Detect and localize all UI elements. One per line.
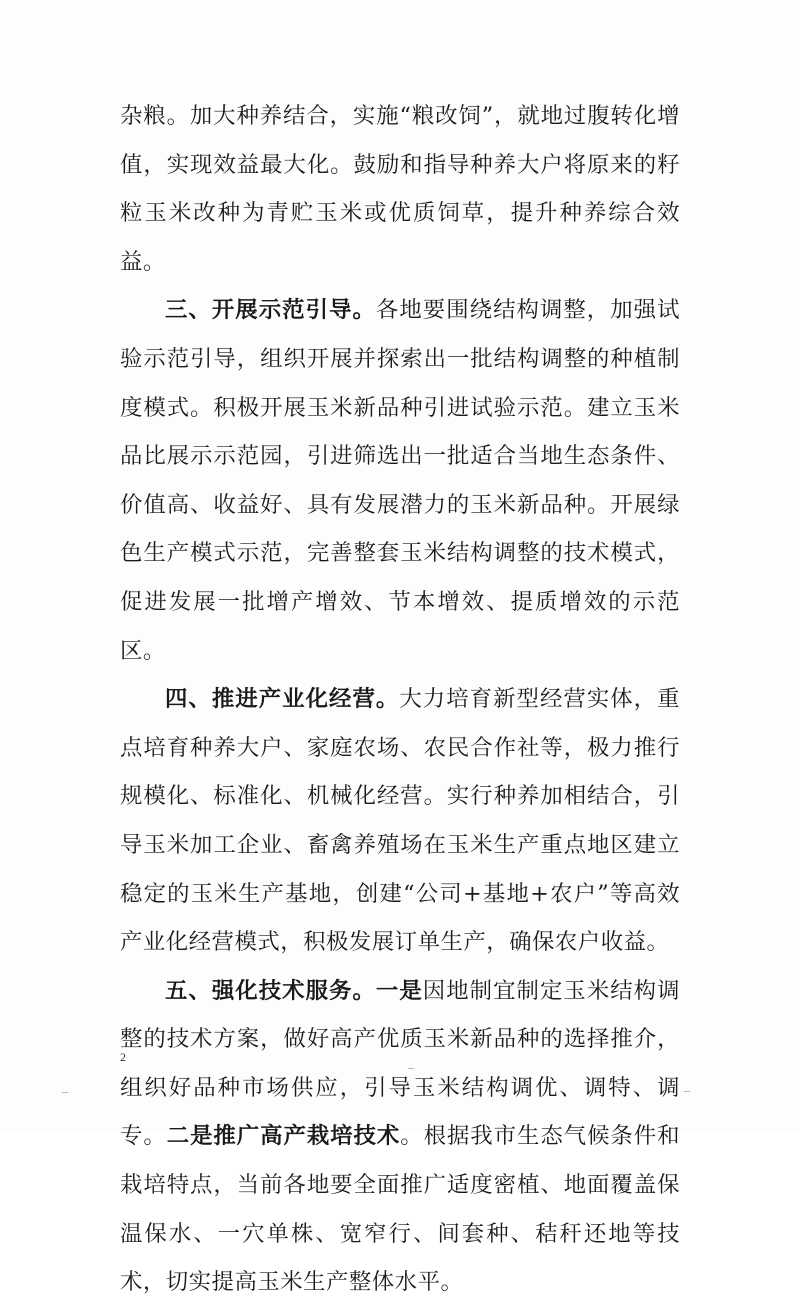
point-lead-2: 二是推广高产栽培技术 xyxy=(166,1123,401,1150)
scan-artifact xyxy=(684,1091,690,1092)
paragraph-text: 各地要围绕结构调整，加强试验示范引导，组织开展并探索出一批结构调整的种植制度模式。积极开展玉米新品种引进试验示范。建立玉米品比展示示范园，引进筛选出一批适合当地生态条件、价值高、收益好、具有发展潜力的玉米新品种。开展绿色生产模式示范，完善整套玉米结构调整的技术模式，促进发展一批增产增效、节本增效、提质增效的示范区。 xyxy=(120,297,681,664)
section-heading: 三、开展示范引导。 xyxy=(165,297,376,324)
paragraph-text: 因地制宜制定玉米结构调整的技术方案，做好高产优质玉米新品种的选择推介，组织好品种市场供应，引导玉米结构调优、调特、调专。 xyxy=(120,977,681,1150)
paragraph-section-3 xyxy=(120,286,680,675)
page-number: 2 xyxy=(120,1050,126,1064)
paragraph-text: 。根据我市生态气候条件和栽培特点，当前各地要全面推广适度密植、地面覆盖保温保水、一穴单株、宽窄行、间套种、秸秆还地等技术，切实提高玉米生产整体水平。 xyxy=(120,1123,681,1296)
point-lead-1: 一是 xyxy=(375,977,423,1004)
section-heading: 五、强化技术服务。 xyxy=(165,977,376,1004)
scan-artifact xyxy=(408,1068,414,1069)
document-body xyxy=(120,92,680,1307)
paragraph-section-5 xyxy=(120,967,680,1307)
section-heading: 四、推进产业化经营。 xyxy=(165,686,400,713)
scan-artifact xyxy=(62,1092,68,1093)
paragraph-continuation xyxy=(120,92,680,286)
paragraph-section-4 xyxy=(120,675,680,967)
paragraph-text: 大力培育新型经营实体，重点培育种养大户、家庭农场、农民合作社等，极力推行规模化、标准化、机械化经营。实行种养加相结合，引导玉米加工企业、畜禽养殖场在玉米生产重点地区建立稳定的玉米生产基地，创建“公司+基地+农户”等高效产业化经营模式，积极发展订单生产，确保农户收益。 xyxy=(120,686,681,956)
paragraph-text: 杂粮。加大种养结合，实施“粮改饲”，就地过腹转化增值，实现效益最大化。鼓励和指导种养大户将原来的籽粒玉米改种为青贮玉米或优质饲草，提升种养综合效益。 xyxy=(120,103,680,275)
